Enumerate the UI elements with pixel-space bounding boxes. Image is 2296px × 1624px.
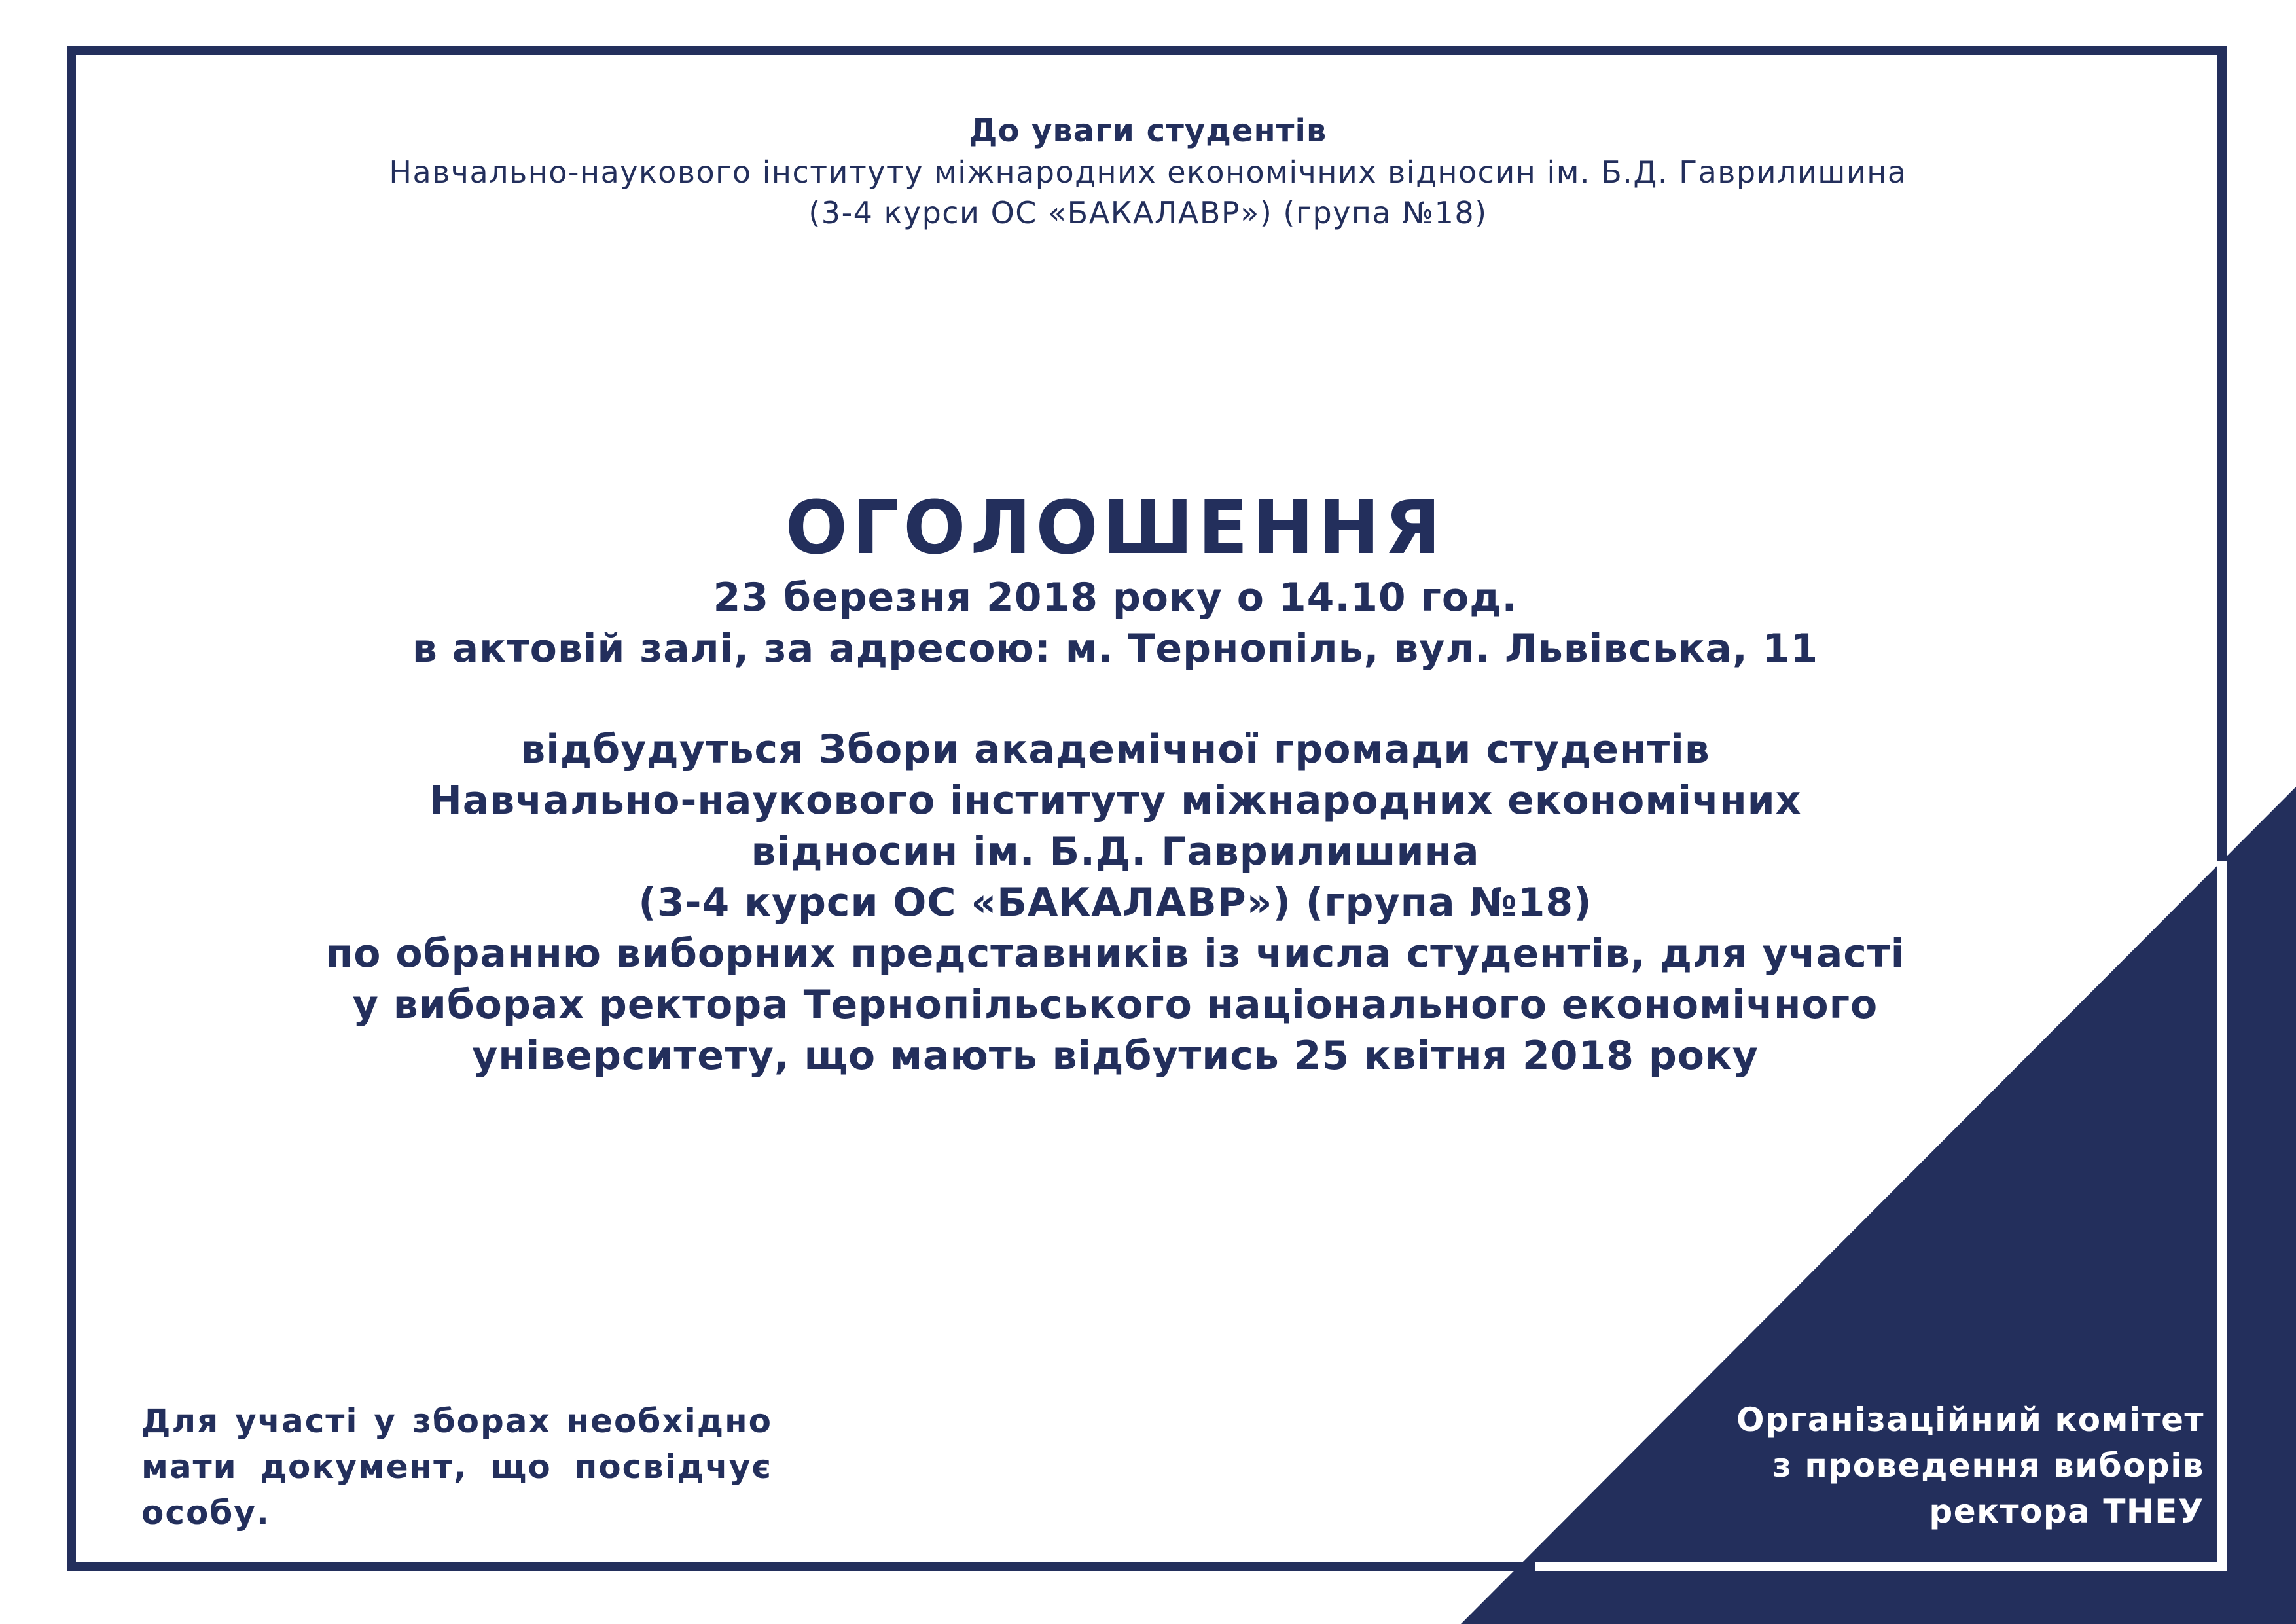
announcement-main: [35, 484, 2195, 1081]
header-group: (3-4 курси ОС «БАКАЛАВР») (група №18): [808, 195, 1488, 230]
body-line: відносин ім. Б.Д. Гаврилишина: [751, 829, 1480, 875]
announcement-place: в актовій залі, за адресою: м. Тернопіль, вул. Львівська, 11: [412, 626, 1819, 672]
body-line: Навчально-наукового інституту міжнародних економічних: [429, 778, 1802, 823]
header: [0, 110, 2296, 233]
body-line: відбудуться Збори академічної громади студентів: [520, 727, 1710, 772]
body-line: (3-4 курси ОС «БАКАЛАВР») (група №18): [638, 880, 1592, 926]
announcement-title: ОГОЛОШЕННЯ: [785, 486, 1446, 571]
signature-line: Організаційний комітет: [1736, 1401, 2204, 1439]
signature-line: з проведення виборів: [1772, 1447, 2204, 1485]
body-line: університету, що мають відбутись 25 квітня 2018 року: [472, 1033, 1759, 1079]
header-title: До уваги студентів: [969, 113, 1327, 149]
signature-line: ректора ТНЕУ: [1929, 1492, 2204, 1530]
body-line: у виборах ректора Тернопільського національного економічного: [352, 982, 1878, 1028]
announcement-body: [35, 724, 2195, 1081]
footer-signature: [1615, 1397, 2204, 1534]
announcement-date: 23 березня 2018 року о 14.10 год.: [713, 575, 1518, 621]
header-institute: Навчально-наукового інституту міжнародних економічних відносин ім. Б.Д. Гаврилишина: [389, 154, 1907, 190]
body-line: по обранню виборних представників із числа студентів, для участі: [325, 931, 1905, 977]
footer-note: Для участі у зборах необхідно мати документ, що посвідчує особу.: [141, 1402, 772, 1532]
